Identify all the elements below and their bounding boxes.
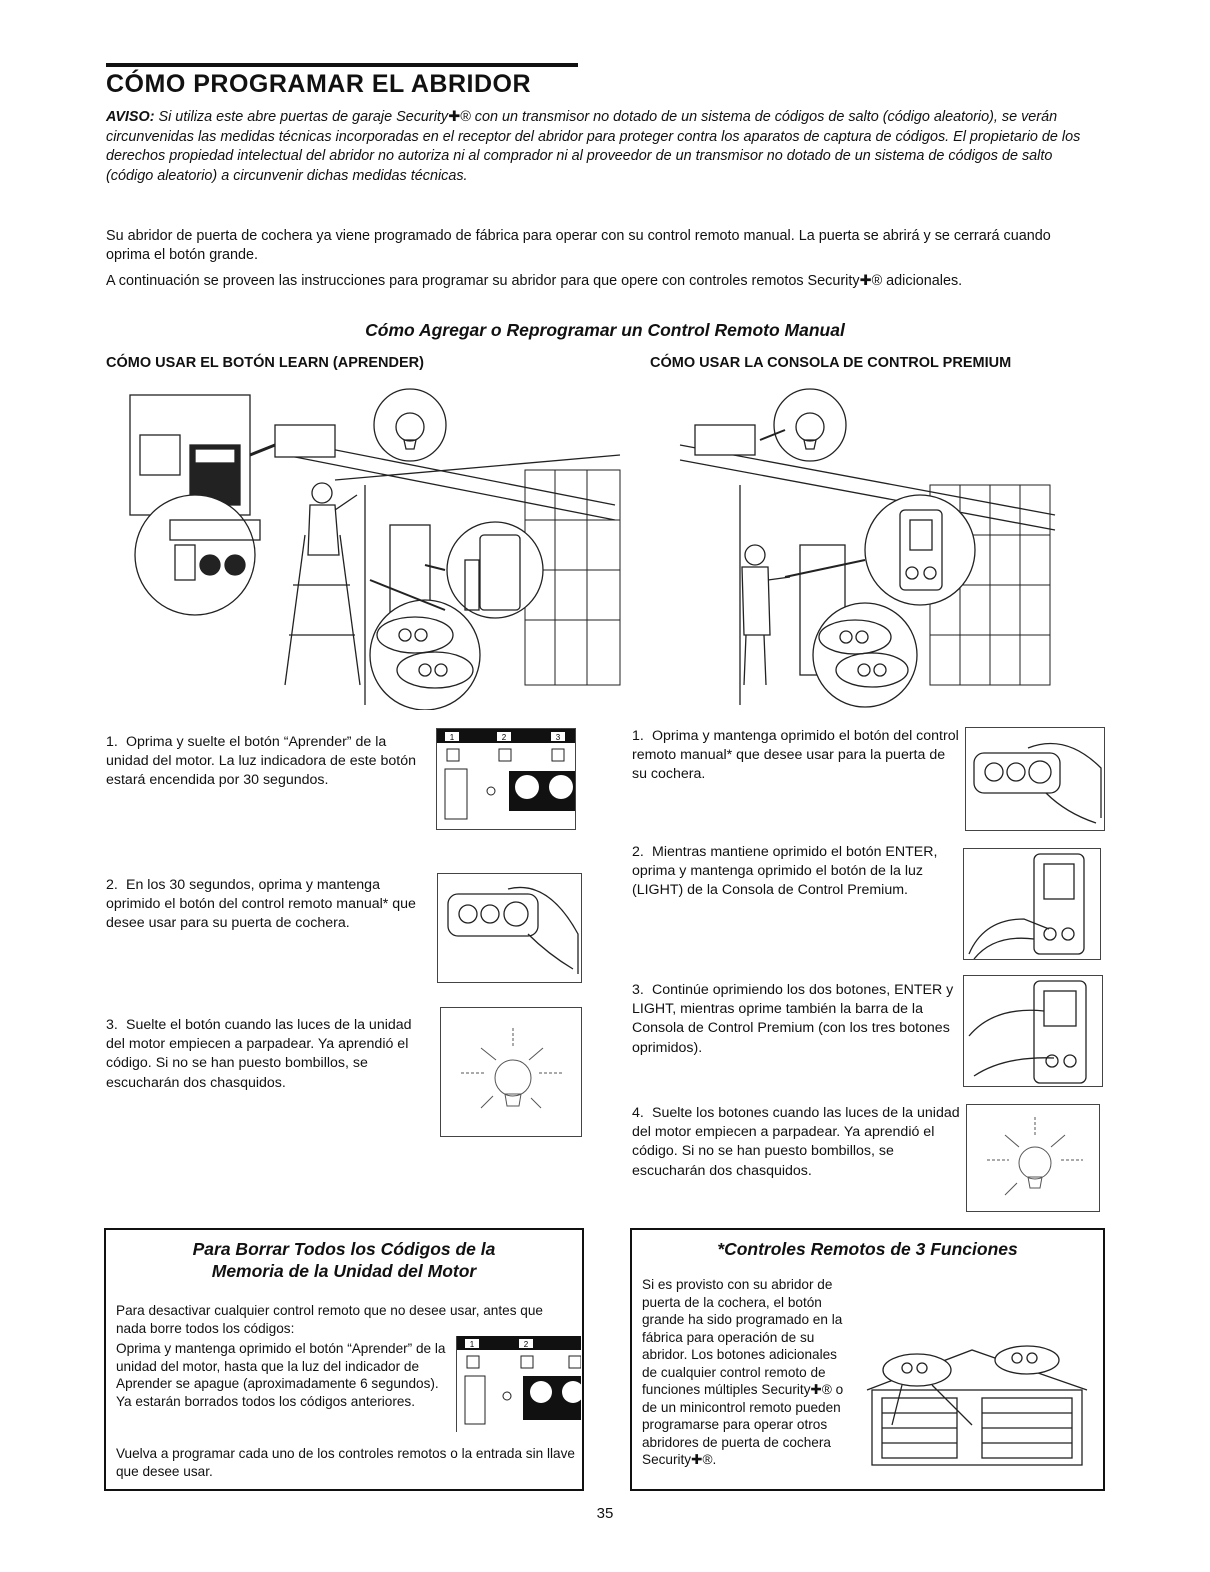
remote-hold-figure <box>965 727 1105 831</box>
right-column-title: CÓMO USAR LA CONSOLA DE CONTROL PREMIUM <box>650 355 1012 371</box>
remote-press-figure <box>437 873 582 983</box>
remote-control-icon <box>966 728 1105 831</box>
intro-paragraph-1: Su abridor de puerta de cochera ya viene programado de fábrica para operar con su control remoto manual. La puerta se abrirá y se cerrará cuando oprima el botón grande. <box>106 228 1051 263</box>
panel-label-3: 3 <box>555 733 561 742</box>
right-step-2 <box>632 843 962 901</box>
premium-console-icon <box>964 849 1101 960</box>
panel-label-1: 1 <box>469 1340 475 1349</box>
erase-panel-figure <box>456 1336 580 1432</box>
panel-label-1: 1 <box>449 733 455 742</box>
warning-text: Si utiliza este abre puertas de garaje Security✚® con un transmisor no dotado de un sistema de códigos de salto (código aleatorio), se verán circunvenidas las medidas técnicas incorporadas en el receptor del abridor para proteger contra los aparatos de captura de códigos. El propietario de los derechos propiedad intelectual del abridor no autoriza ni al comprador ni al proveedor de un transmisor no dotado de un sistema de códigos de salto (código aleatorio) a circunvenir dichas medidas técnicas. <box>106 109 1081 184</box>
premium-console-icon <box>964 976 1103 1087</box>
erase-box-title-2: Memoria de la Unidad del Motor <box>211 1261 477 1281</box>
erase-box-p2: Oprima y mantenga oprimido el botón “Aprender” de la unidad del motor, hasta que la luz del indicador de Aprender se apague (aproximadamente 6 segundos). Ya estarán borrados todos los códigos anteriores. <box>116 1341 446 1409</box>
step-text: Continúe oprimiendo los dos botones, ENTER y LIGHT, mientras oprime también la barra de la Consola de Control Premium (con los tres botones oprimidos). <box>632 982 954 1056</box>
bulb-figure <box>966 1104 1100 1212</box>
erase-codes-box <box>104 1228 584 1491</box>
erase-box-p1: Para desactivar cualquier control remoto que no desee usar, antes que nada borre todos los códigos: <box>116 1303 543 1336</box>
bulb-figure <box>440 1007 582 1137</box>
step-number: 1. <box>106 734 118 750</box>
garage-scene-icon <box>660 385 1060 710</box>
house-icon <box>862 1330 1092 1470</box>
left-step-1 <box>106 733 426 791</box>
warning-notice <box>106 108 1096 186</box>
step-text: Oprima y suelte el botón “Aprender” de la unidad del motor. La luz indicadora de este botón estará encendida por 30 segundos. <box>106 734 416 789</box>
remotes-box-text: Si es provisto con su abridor de puerta de la cochera, el botón grande ha sido programado en la fábrica para operación de su abridor. Los botones adicionales de cualquier control remoto de funciones múltiples Security✚® o de un minicontrol remoto pueden programarse para operar otros abridores de puerta de cochera Security✚®. <box>642 1277 844 1467</box>
step-text: Suelte los botones cuando las luces de la unidad del motor empiecen a parpadear. Ya aprendió el código. Si no se han puesto bombillos, se escucharán dos chasquidos. <box>632 1105 960 1179</box>
step-number: 1. <box>632 728 644 744</box>
right-step-4 <box>632 1104 962 1181</box>
step-number: 2. <box>632 844 644 860</box>
left-column-title: CÓMO USAR EL BOTÓN LEARN (APRENDER) <box>106 355 424 371</box>
step-text: Mientras mantiene oprimido el botón ENTER, oprima y mantenga oprimido el botón de la luz (LIGHT) de la Consola de Control Premium. <box>632 844 938 899</box>
step-number: 3. <box>106 1017 118 1033</box>
learn-button-panel-icon <box>457 1336 581 1432</box>
house-remotes-figure <box>862 1330 1092 1470</box>
step-number: 4. <box>632 1105 644 1121</box>
erase-box-p3: Vuelva a programar cada uno de los controles remotos o la entrada sin llave que desee usar. <box>116 1446 575 1479</box>
garage-scene-icon <box>125 385 625 710</box>
left-step-2 <box>106 876 426 934</box>
learn-button-panel-icon <box>437 729 576 830</box>
left-step-3 <box>106 1016 426 1093</box>
erase-box-title-1: Para Borrar Todos los Códigos de la <box>192 1239 496 1259</box>
page-title: CÓMO PROGRAMAR EL ABRIDOR <box>106 70 531 98</box>
remotes-box-title: *Controles Remotos de 3 Funciones <box>717 1239 1018 1259</box>
light-bulb-icon <box>441 1008 582 1137</box>
console-light-figure <box>963 848 1101 960</box>
page-number: 35 <box>596 1505 614 1522</box>
right-step-3 <box>632 981 962 1058</box>
step-text: Suelte el botón cuando las luces de la unidad del motor empiecen a parpadear. Ya aprendió el código. Si no se han puesto bombillos, se escucharán dos chasquidos. <box>106 1017 412 1091</box>
step-number: 3. <box>632 982 644 998</box>
garage-learn-illustration <box>125 385 625 710</box>
step-number: 2. <box>106 877 118 893</box>
step-text: Oprima y mantenga oprimido el botón del control remoto manual* que desee usar para la puerta de su cochera. <box>632 728 959 783</box>
remote-control-icon <box>438 874 582 983</box>
three-function-remotes-box <box>630 1228 1105 1491</box>
panel-label-2: 2 <box>523 1340 529 1349</box>
heading-rule <box>106 63 578 67</box>
right-step-1 <box>632 727 962 785</box>
light-bulb-icon <box>967 1105 1100 1212</box>
step-text: En los 30 segundos, oprima y mantenga oprimido el botón del control remoto manual* que desee usar para su puerta de cochera. <box>106 877 416 932</box>
panel-label-2: 2 <box>501 733 507 742</box>
section-title: Cómo Agregar o Reprogramar un Control Remoto Manual <box>365 320 845 340</box>
garage-console-illustration <box>660 385 1060 710</box>
warning-label: AVISO: <box>106 109 155 125</box>
intro-paragraph-2: A continuación se proveen las instrucciones para programar su abridor para que opere con controles remotos Security✚® adicionales. <box>106 273 963 289</box>
console-bar-figure <box>963 975 1103 1087</box>
learn-button-figure <box>436 728 576 830</box>
